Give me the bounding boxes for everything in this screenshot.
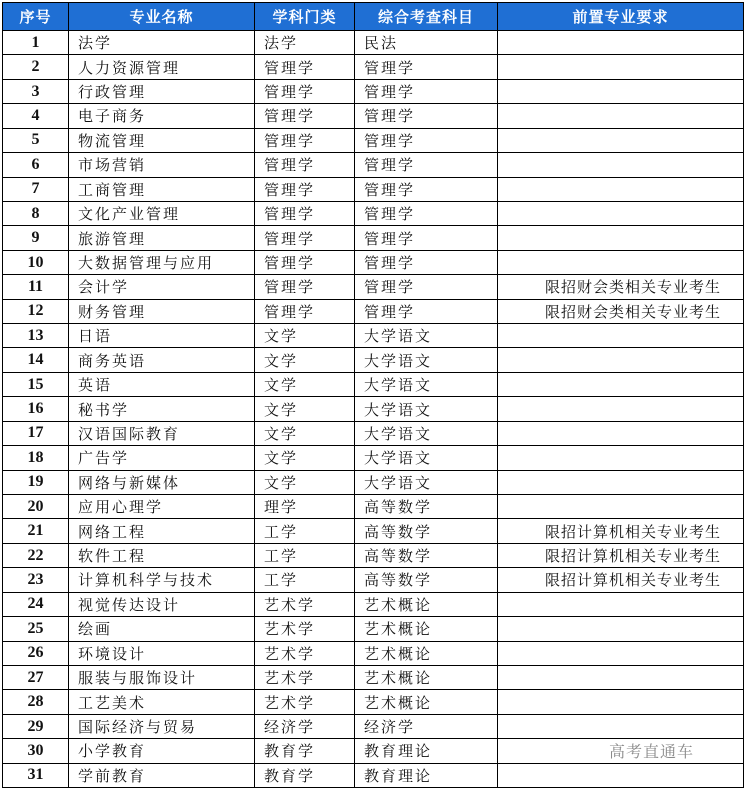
cell-major-name: 日语 [69, 324, 255, 348]
cell-exam-subject: 大学语文 [355, 348, 498, 372]
table-row [3, 690, 744, 714]
cell-major-name: 应用心理学 [69, 495, 255, 519]
cell-major-name: 财务管理 [69, 299, 255, 323]
cell-major-name: 大数据管理与应用 [69, 250, 255, 274]
cell-exam-subject: 艺术概论 [355, 665, 498, 689]
majors-table-container [2, 2, 744, 788]
cell-exam-subject: 管理学 [355, 128, 498, 152]
cell-requirement: 限招计算机相关专业考生 [498, 519, 744, 543]
table-row [3, 714, 744, 738]
table-row [3, 641, 744, 665]
cell-no: 16 [3, 397, 69, 421]
cell-no: 31 [3, 763, 69, 787]
cell-exam-subject: 管理学 [355, 153, 498, 177]
cell-requirement: 限招计算机相关专业考生 [498, 568, 744, 592]
table-row [3, 153, 744, 177]
cell-category: 文学 [255, 372, 355, 396]
cell-requirement [498, 104, 744, 128]
cell-major-name: 计算机科学与技术 [69, 568, 255, 592]
cell-no: 15 [3, 372, 69, 396]
cell-major-name: 文化产业管理 [69, 201, 255, 225]
cell-exam-subject: 高等数学 [355, 519, 498, 543]
cell-category: 管理学 [255, 177, 355, 201]
cell-major-name: 市场营销 [69, 153, 255, 177]
cell-requirement [498, 470, 744, 494]
cell-category: 文学 [255, 397, 355, 421]
cell-category: 管理学 [255, 128, 355, 152]
cell-category: 法学 [255, 31, 355, 55]
cell-category: 工学 [255, 519, 355, 543]
cell-major-name: 小学教育 [69, 739, 255, 763]
cell-requirement: 限招计算机相关专业考生 [498, 543, 744, 567]
cell-exam-subject: 管理学 [355, 275, 498, 299]
cell-exam-subject: 大学语文 [355, 372, 498, 396]
table-row [3, 128, 744, 152]
table-row [3, 79, 744, 103]
cell-exam-subject: 管理学 [355, 226, 498, 250]
cell-exam-subject: 管理学 [355, 250, 498, 274]
cell-major-name: 物流管理 [69, 128, 255, 152]
cell-major-name: 国际经济与贸易 [69, 714, 255, 738]
cell-major-name: 行政管理 [69, 79, 255, 103]
cell-category: 经济学 [255, 714, 355, 738]
table-row [3, 495, 744, 519]
cell-category: 艺术学 [255, 690, 355, 714]
cell-exam-subject: 大学语文 [355, 324, 498, 348]
cell-exam-subject: 管理学 [355, 201, 498, 225]
cell-no: 23 [3, 568, 69, 592]
cell-major-name: 绘画 [69, 617, 255, 641]
cell-major-name: 秘书学 [69, 397, 255, 421]
cell-requirement [498, 690, 744, 714]
cell-major-name: 环境设计 [69, 641, 255, 665]
cell-requirement [498, 348, 744, 372]
cell-major-name: 电子商务 [69, 104, 255, 128]
cell-no: 4 [3, 104, 69, 128]
cell-category: 管理学 [255, 79, 355, 103]
cell-no: 3 [3, 79, 69, 103]
cell-major-name: 工商管理 [69, 177, 255, 201]
table-row [3, 177, 744, 201]
cell-exam-subject: 艺术概论 [355, 592, 498, 616]
cell-no: 29 [3, 714, 69, 738]
table-row [3, 348, 744, 372]
header-major-name: 专业名称 [69, 3, 255, 31]
cell-no: 2 [3, 55, 69, 79]
cell-major-name: 会计学 [69, 275, 255, 299]
cell-requirement [498, 177, 744, 201]
cell-category: 管理学 [255, 250, 355, 274]
cell-no: 19 [3, 470, 69, 494]
table-header-row [3, 3, 744, 31]
cell-requirement [498, 592, 744, 616]
cell-category: 管理学 [255, 55, 355, 79]
cell-requirement [498, 665, 744, 689]
table-row [3, 104, 744, 128]
cell-exam-subject: 经济学 [355, 714, 498, 738]
table-row [3, 299, 744, 323]
cell-category: 管理学 [255, 201, 355, 225]
cell-no: 5 [3, 128, 69, 152]
cell-category: 管理学 [255, 153, 355, 177]
header-no: 序号 [3, 3, 69, 31]
header-category: 学科门类 [255, 3, 355, 31]
cell-category: 艺术学 [255, 592, 355, 616]
table-row [3, 55, 744, 79]
header-exam-subject: 综合考查科目 [355, 3, 498, 31]
cell-requirement [498, 446, 744, 470]
table-row [3, 275, 744, 299]
cell-major-name: 广告学 [69, 446, 255, 470]
cell-no: 22 [3, 543, 69, 567]
cell-no: 24 [3, 592, 69, 616]
table-row [3, 421, 744, 445]
table-row [3, 470, 744, 494]
cell-exam-subject: 大学语文 [355, 446, 498, 470]
majors-table [2, 2, 744, 788]
cell-category: 文学 [255, 324, 355, 348]
cell-category: 文学 [255, 421, 355, 445]
cell-category: 管理学 [255, 275, 355, 299]
cell-major-name: 软件工程 [69, 543, 255, 567]
table-row [3, 397, 744, 421]
cell-requirement [498, 153, 744, 177]
cell-requirement [498, 250, 744, 274]
cell-category: 教育学 [255, 763, 355, 787]
cell-category: 工学 [255, 568, 355, 592]
cell-no: 7 [3, 177, 69, 201]
cell-requirement [498, 201, 744, 225]
cell-category: 管理学 [255, 226, 355, 250]
cell-no: 14 [3, 348, 69, 372]
cell-requirement [498, 421, 744, 445]
table-row [3, 226, 744, 250]
cell-no: 11 [3, 275, 69, 299]
cell-exam-subject: 高等数学 [355, 495, 498, 519]
table-row [3, 324, 744, 348]
table-row [3, 31, 744, 55]
header-requirement: 前置专业要求 [498, 3, 744, 31]
cell-major-name: 旅游管理 [69, 226, 255, 250]
cell-category: 文学 [255, 470, 355, 494]
cell-no: 26 [3, 641, 69, 665]
cell-major-name: 工艺美术 [69, 690, 255, 714]
cell-no: 20 [3, 495, 69, 519]
cell-no: 13 [3, 324, 69, 348]
cell-requirement [498, 324, 744, 348]
table-body [3, 31, 744, 788]
table-row [3, 617, 744, 641]
cell-exam-subject: 大学语文 [355, 470, 498, 494]
cell-exam-subject: 高等数学 [355, 543, 498, 567]
cell-requirement [498, 79, 744, 103]
cell-requirement [498, 372, 744, 396]
table-row [3, 763, 744, 787]
cell-no: 30 [3, 739, 69, 763]
cell-exam-subject: 管理学 [355, 79, 498, 103]
table-row [3, 543, 744, 567]
cell-major-name: 学前教育 [69, 763, 255, 787]
cell-exam-subject: 管理学 [355, 104, 498, 128]
cell-no: 17 [3, 421, 69, 445]
cell-requirement: 限招财会类相关专业考生 [498, 299, 744, 323]
cell-no: 10 [3, 250, 69, 274]
cell-no: 18 [3, 446, 69, 470]
cell-requirement [498, 55, 744, 79]
cell-major-name: 商务英语 [69, 348, 255, 372]
cell-no: 12 [3, 299, 69, 323]
cell-requirement [498, 641, 744, 665]
table-row [3, 250, 744, 274]
cell-requirement [498, 495, 744, 519]
cell-no: 28 [3, 690, 69, 714]
cell-no: 1 [3, 31, 69, 55]
cell-major-name: 法学 [69, 31, 255, 55]
cell-major-name: 汉语国际教育 [69, 421, 255, 445]
cell-major-name: 网络与新媒体 [69, 470, 255, 494]
cell-no: 27 [3, 665, 69, 689]
table-row [3, 201, 744, 225]
cell-exam-subject: 艺术概论 [355, 690, 498, 714]
cell-exam-subject: 大学语文 [355, 421, 498, 445]
table-row [3, 519, 744, 543]
watermark-text: 高考直通车 [609, 742, 695, 761]
cell-category: 管理学 [255, 299, 355, 323]
cell-exam-subject: 艺术概论 [355, 617, 498, 641]
cell-requirement [498, 226, 744, 250]
cell-no: 25 [3, 617, 69, 641]
table-row [3, 592, 744, 616]
table-row [3, 568, 744, 592]
cell-requirement: 限招财会类相关专业考生 [498, 275, 744, 299]
cell-exam-subject: 教育理论 [355, 739, 498, 763]
cell-no: 8 [3, 201, 69, 225]
cell-requirement [498, 617, 744, 641]
cell-category: 理学 [255, 495, 355, 519]
cell-major-name: 英语 [69, 372, 255, 396]
cell-category: 艺术学 [255, 617, 355, 641]
cell-requirement [498, 714, 744, 738]
cell-exam-subject: 管理学 [355, 177, 498, 201]
cell-category: 管理学 [255, 104, 355, 128]
cell-category: 艺术学 [255, 641, 355, 665]
cell-category: 文学 [255, 348, 355, 372]
cell-major-name: 网络工程 [69, 519, 255, 543]
table-row [3, 372, 744, 396]
cell-no: 21 [3, 519, 69, 543]
cell-requirement [498, 128, 744, 152]
cell-requirement [498, 763, 744, 787]
cell-no: 6 [3, 153, 69, 177]
cell-requirement [498, 397, 744, 421]
cell-exam-subject: 教育理论 [355, 763, 498, 787]
cell-exam-subject: 艺术概论 [355, 641, 498, 665]
cell-category: 工学 [255, 543, 355, 567]
cell-category: 艺术学 [255, 665, 355, 689]
cell-major-name: 人力资源管理 [69, 55, 255, 79]
table-row [3, 665, 744, 689]
cell-major-name: 服装与服饰设计 [69, 665, 255, 689]
cell-category: 文学 [255, 446, 355, 470]
cell-category: 教育学 [255, 739, 355, 763]
cell-exam-subject: 管理学 [355, 299, 498, 323]
cell-exam-subject: 民法 [355, 31, 498, 55]
cell-exam-subject: 管理学 [355, 55, 498, 79]
cell-no: 9 [3, 226, 69, 250]
cell-exam-subject: 大学语文 [355, 397, 498, 421]
table-row [3, 446, 744, 470]
cell-exam-subject: 高等数学 [355, 568, 498, 592]
cell-major-name: 视觉传达设计 [69, 592, 255, 616]
cell-requirement [498, 31, 744, 55]
